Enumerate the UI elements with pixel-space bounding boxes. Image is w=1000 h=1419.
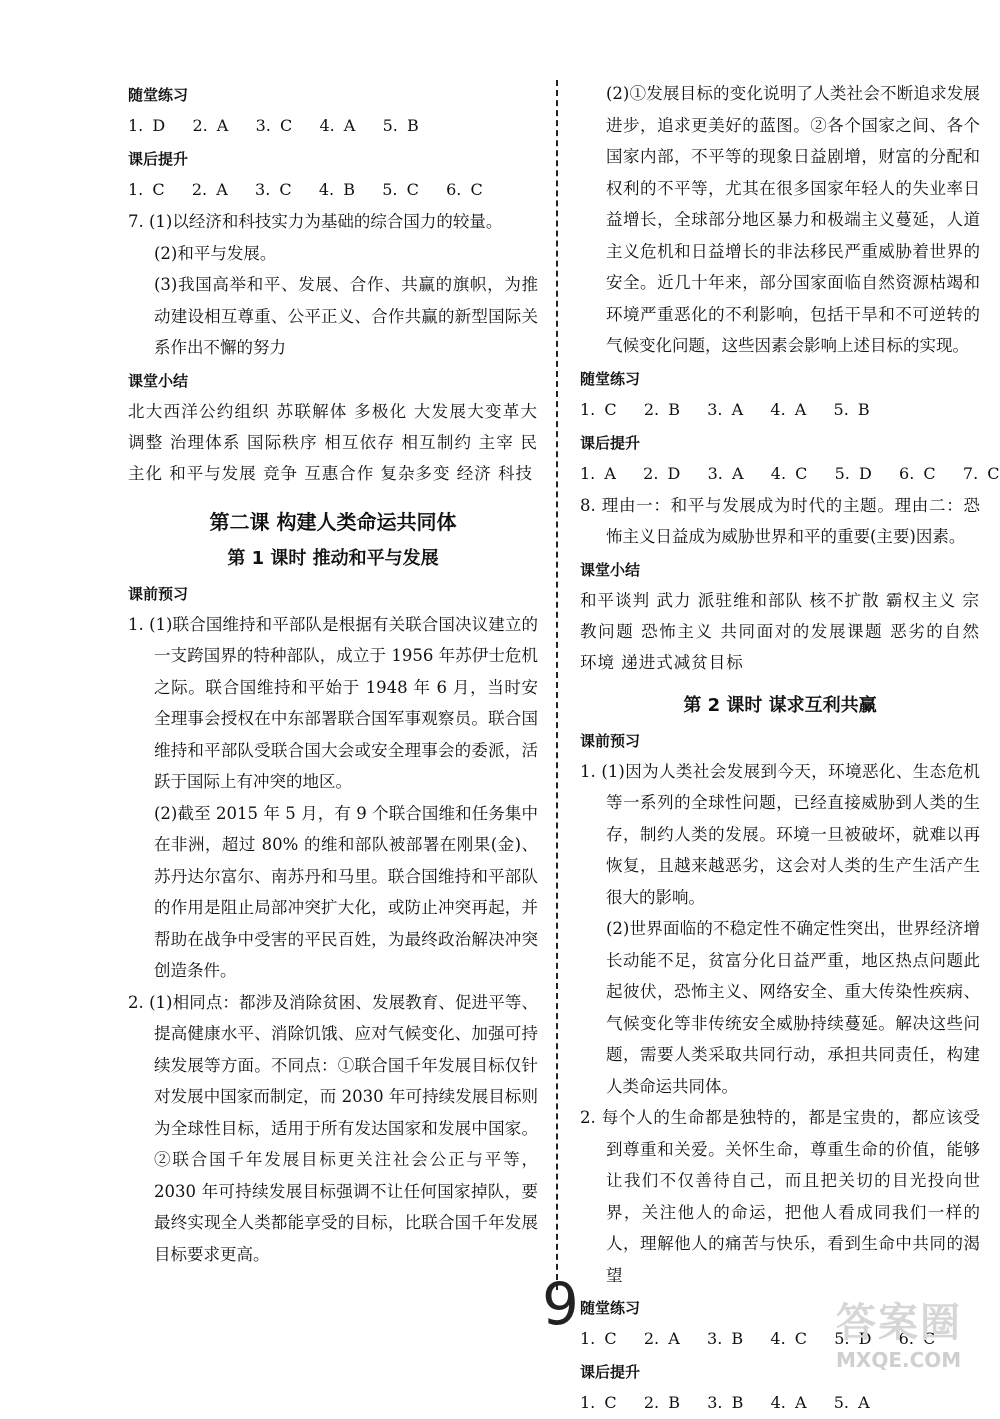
section-heading: 课后提升 bbox=[580, 433, 641, 452]
column-divider bbox=[556, 80, 558, 1290]
lesson-title: 第二课 构建人类命运共同体 bbox=[209, 509, 457, 534]
answer-line: 1. A 2. D 3. A 4. C 5. D 6. C 7. C bbox=[580, 463, 1000, 483]
watermark-text: 答案圈 bbox=[836, 1300, 962, 1346]
question-2-part-1: 2. (1)相同点：都涉及消除贫困、发展教育、促进平等、提高健康水平、消除饥饿、应对气候变化、加强可持续发展等方面。不同点：①联合国千年发展目标仅针对发展中国家而制定，而 2030 年可持续发展目标则为全球性目标，适用于所有发达国家和发展中国家。②联合国千年发展目标更关注社会公正与平等，2030 年可持续发展目标强调不让任何国家掉队，要最终实现全人类都能享受的目标，比联合国千年发展目标要求更高。 bbox=[128, 992, 538, 1264]
section-heading: 随堂练习 bbox=[580, 369, 641, 388]
page-number: 9 bbox=[542, 1270, 579, 1338]
section-heading: 课堂小结 bbox=[128, 371, 189, 390]
question-1-part-2: (2)世界面临的不稳定性不确定性突出，世界经济增长动能不足，贫富分化日益严重，地区热点问题此起彼伏，恐怖主义、网络安全、重大传染性疾病、气候变化等非传统安全威胁持续蔓延。解决这些问题，需要人类采取共同行动，承担共同责任，构建人类命运共同体。 bbox=[606, 919, 980, 1096]
left-column bbox=[128, 78, 538, 1270]
section-heading: 课后提升 bbox=[580, 1363, 641, 1381]
question-2-part-2: (2)①发展目标的变化说明了人类社会不断追求发展进步，追求更美好的蓝图。②各个国家之间、各个国家内部，不平等的现象日益剧增，财富的分配和权利的不平等，尤其在很多国家年轻人的失业率日益增长，全球部分地区暴力和极端主义蔓延，人道主义危机和日益增长的非法移民严重威胁着世界的安全。近几十年来，部分国家面临自然资源枯竭和环境严重恶化的不利影响，包括干旱和不可逆转的气候变化问题，这些因素会影响上述目标的实现。 bbox=[606, 84, 980, 355]
period-title: 第 1 课时 推动和平与发展 bbox=[227, 547, 439, 569]
section-heading: 随堂练习 bbox=[128, 86, 189, 104]
section-heading: 课前预习 bbox=[128, 584, 189, 603]
watermark-url: MXQE.COM bbox=[836, 1348, 962, 1372]
question-2: 2. 每个人的生命都是独特的，都是宝贵的，都应该受到尊重和关爱。关怀生命，尊重生命的价值，能够让我们不仅善待自己，而且把关切的目光投向世界，关注他人的命运，把他人看成同我们一样的人，理解他人的痛苦与快乐，看到生命中共同的渴望 bbox=[580, 1108, 980, 1285]
section-heading: 课后提升 bbox=[128, 150, 189, 168]
lesson-summary: 北大西洋公约组织 苏联解体 多极化 大发展大变革大调整 治理体系 国际秩序 相互依存 相互制约 主宰 民主化 和平与发展 竞争 互惠合作 复杂多变 经济 科技 bbox=[128, 401, 538, 483]
section-heading: 课前预习 bbox=[580, 731, 641, 750]
question-1-part-2: (2)截至 2015 年 5 月，有 9 个联合国维和任务集中在非洲，超过 80% 的维和部队被部署在刚果(金)、苏丹达尔富尔、南苏丹和马里。联合国维持和平部队的作用是阻止局部冲突扩大化，或防止冲突再起，并帮助在战争中受害的平民百姓，为最终政治解决冲突创造条件。 bbox=[154, 803, 538, 980]
section-heading: 课堂小结 bbox=[580, 560, 641, 579]
question-1-part-1: 1. (1)因为人类社会发展到今天，环境恶化、生态危机等一系列的全球性问题，已经直接威胁到人类的生存，制约人类的发展。环境一旦被破坏，就难以再恢复，且越来越恶劣，这会对人类的生产生活产生很大的影响。 bbox=[580, 761, 980, 907]
watermark-logo bbox=[836, 1291, 986, 1373]
answer-line: 1. C 2. A 3. C 4. B 5. C 6. C bbox=[128, 180, 483, 199]
section-heading: 随堂练习 bbox=[580, 1299, 641, 1317]
answer-line: 1. D 2. A 3. C 4. A 5. B bbox=[128, 116, 419, 135]
question-7-part-1: 7. (1)以经济和科技实力为基础的综合国力的较量。 bbox=[128, 212, 503, 231]
period-title: 第 2 课时 谋求互利共赢 bbox=[683, 694, 877, 716]
question-1-part-1: 1. (1)联合国维持和平部队是根据有关联合国决议建立的一支跨国界的特种部队，成立于 1956 年苏伊士危机之际。联合国维持和平始于 1948 年 6 月，当时安全理事会授权在中东部署联合国军事观察员。联合国维持和平部队受联合国大会或安全理事会的委派，活跃于国际上有冲突的地区。 bbox=[128, 614, 538, 791]
question-8: 8. 理由一：和平与发展成为时代的主题。理由二：恐怖主义日益成为威胁世界和平的重要(主要)因素。 bbox=[580, 495, 980, 546]
answer-line: 1. C 2. B 3. A 4. A 5. B bbox=[580, 399, 870, 419]
right-column bbox=[580, 78, 1000, 1419]
question-7-part-3: (3)我国高举和平、发展、合作、共赢的旗帜，为推动建设相互尊重、公平正义、合作共赢的新型国际关系作出不懈的努力 bbox=[154, 275, 538, 357]
lesson-summary: 和平谈判 武力 派驻维和部队 核不扩散 霸权主义 宗教问题 恐怖主义 共同面对的发展课题 恶劣的自然环境 递进式减贫目标 bbox=[580, 590, 980, 672]
answer-line: 1. C 2. B 3. B 4. A 5. A bbox=[580, 1393, 870, 1412]
answer-line: 1. C 2. A 3. B 4. C 5. D 6. C bbox=[580, 1329, 936, 1348]
question-7-part-2: (2)和平与发展。 bbox=[154, 243, 277, 263]
